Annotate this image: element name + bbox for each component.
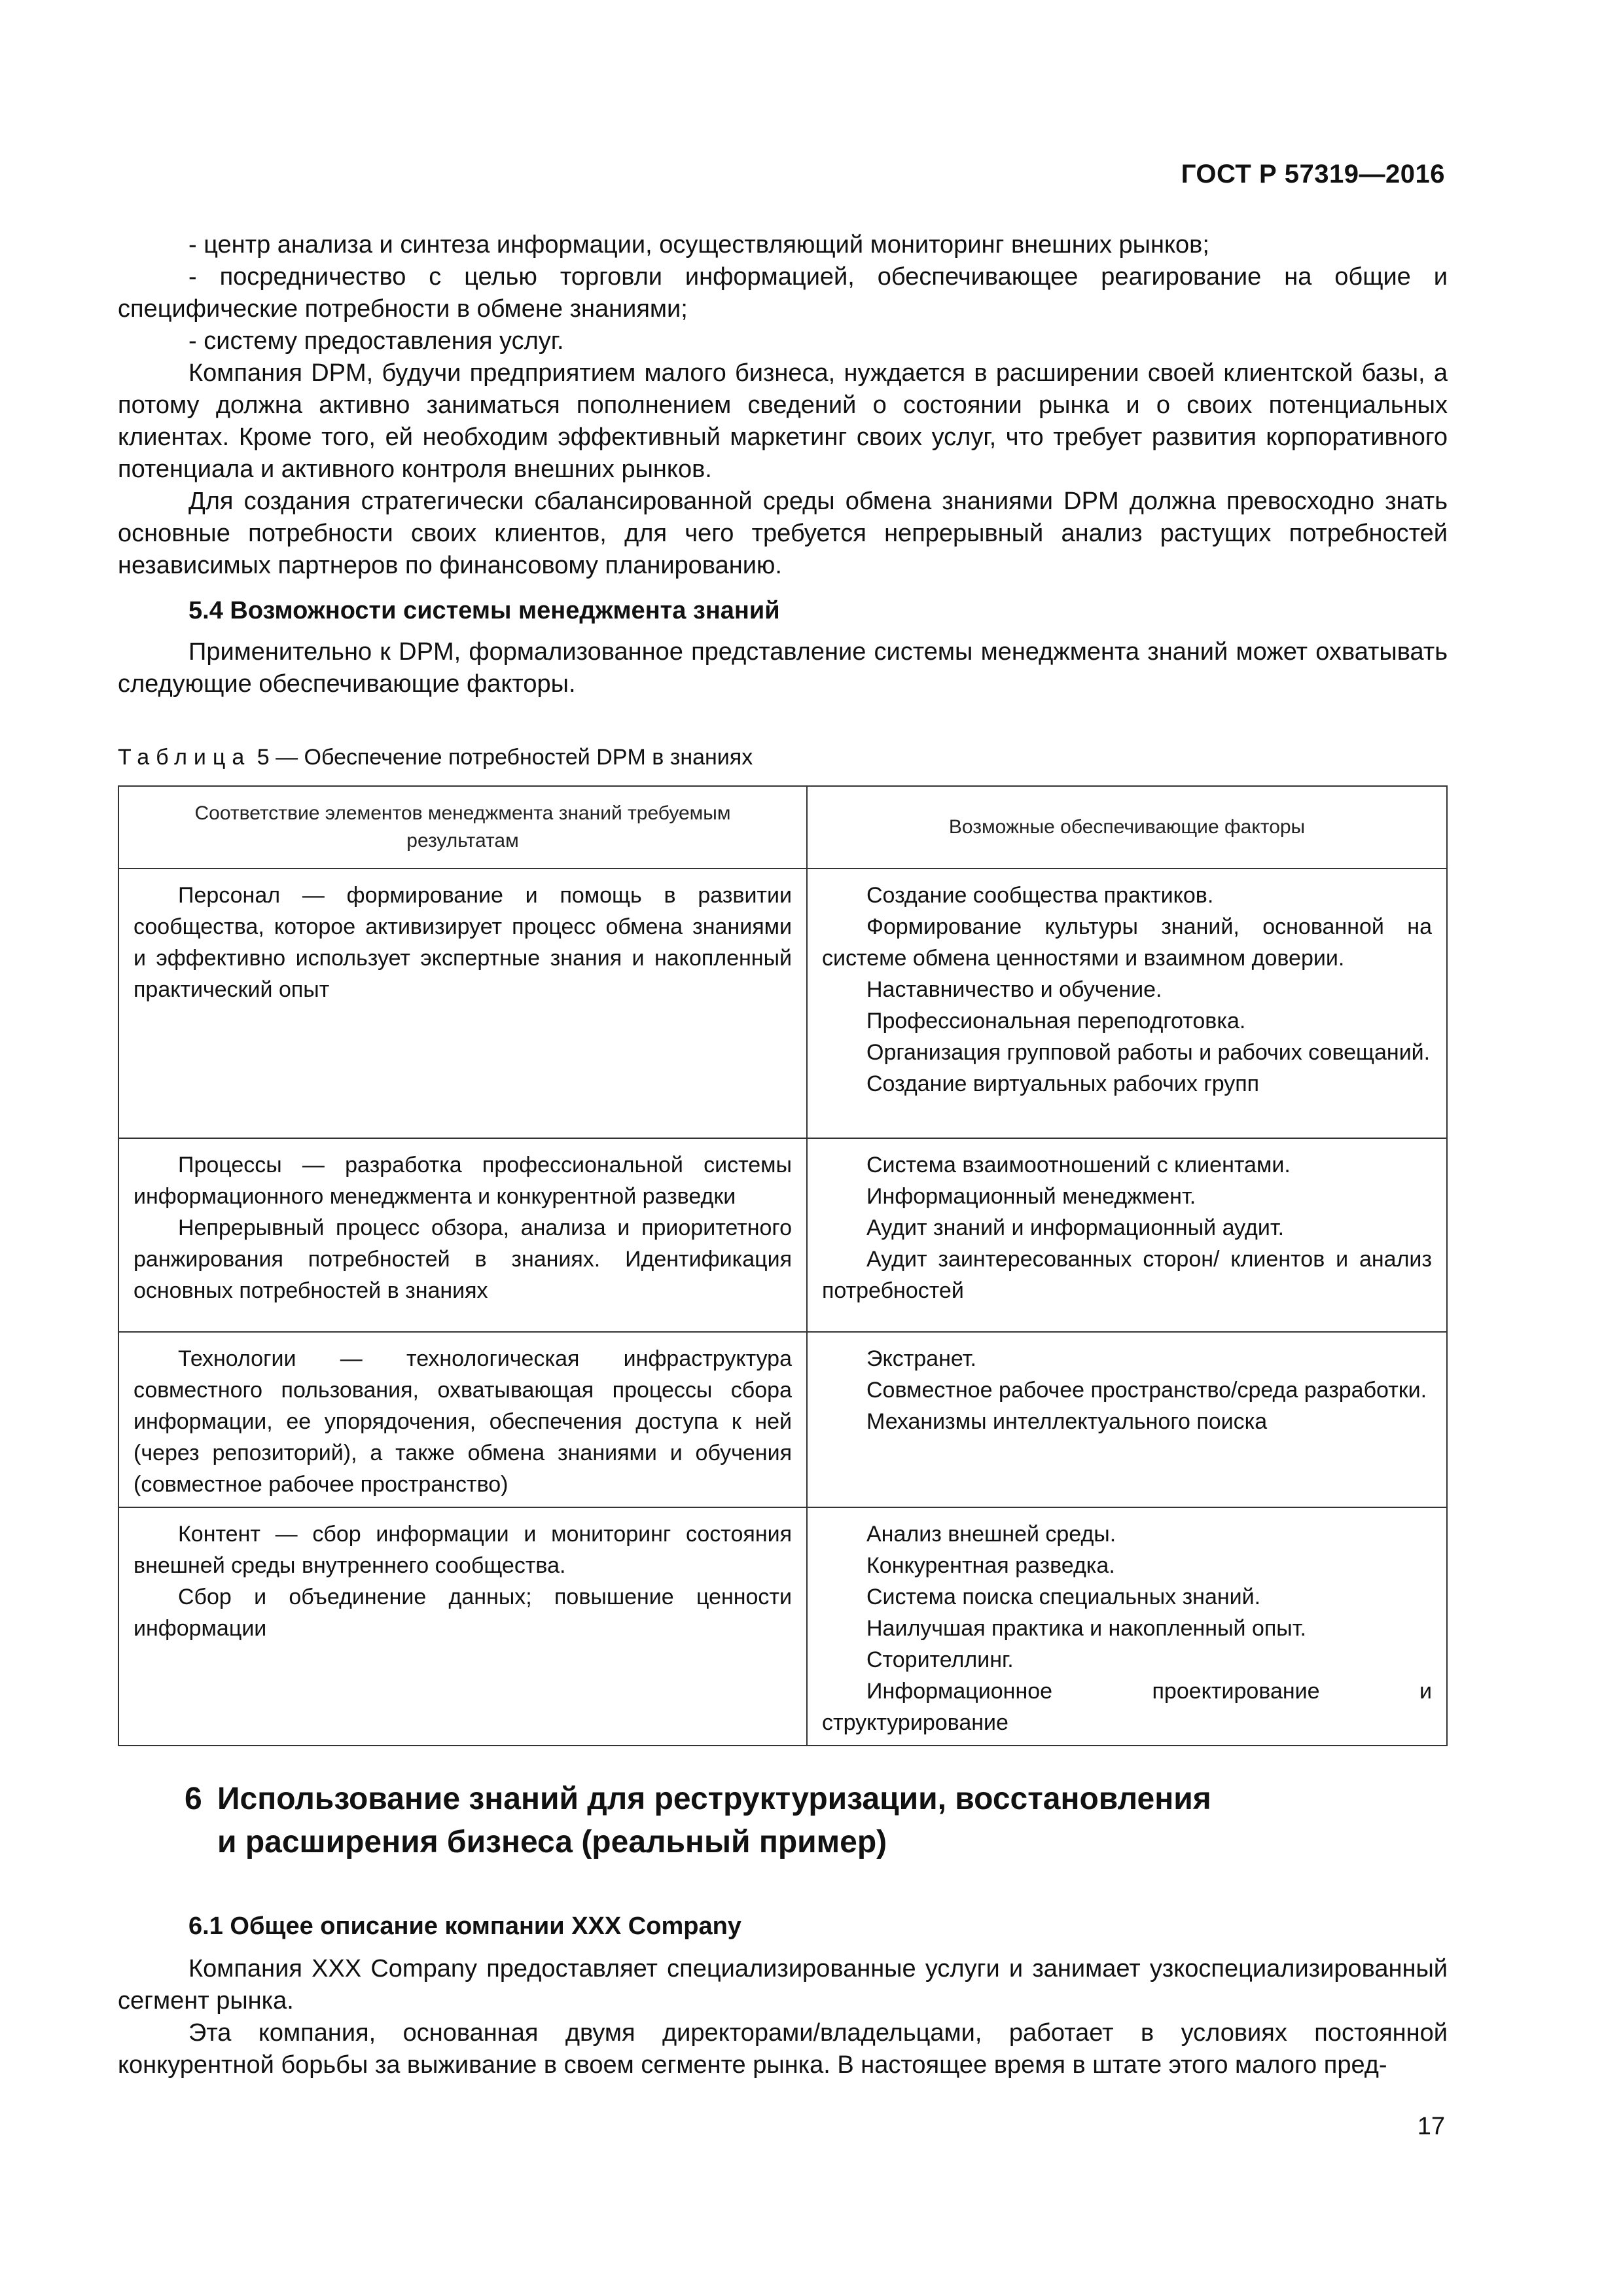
table-caption-label: Таблица <box>118 745 251 770</box>
table-cell <box>118 1507 807 1746</box>
cell-text: Непрерывный процесс обзора, анализа и приоритетного ранжирования потребностей в знаниях. Идентификация основных потребностей в знаниях <box>134 1215 792 1303</box>
chapter-number: 6 <box>185 1782 202 1816</box>
section-heading-5-4: 5.4 Возможности системы менеджмента знаний <box>188 597 780 624</box>
section-6-1-text <box>118 1953 1448 2081</box>
cell-text: Аудит знаний и информационный аудит. <box>866 1215 1285 1240</box>
table-row <box>118 1332 1447 1507</box>
column-header: Возможные обеспечивающие факторы <box>807 786 1447 869</box>
cell-text: Совместное рабочее пространство/среда разработки. <box>866 1378 1427 1403</box>
paragraph: Компания DPM, будучи предприятием малого бизнеса, нуждается в расширении своей клиентской базы, а потому должна активно заниматься пополнением сведений о состоянии рынка и о своих потенциальных клиентах. Кроме того, ей необходим эффективный маркетинг своих услуг, что требует развития корпоративного потенциала и активного контроля внешних рынков. <box>118 359 1448 483</box>
cell-text: Экстранет. <box>866 1346 976 1371</box>
cell-text: Сторителлинг. <box>866 1647 1014 1672</box>
cell-text: Персонал — формирование и помощь в развитии сообщества, которое активизирует процесс обмена знаниями и эффективно использует экспертные знания и накопленный практический опыт <box>134 883 792 1002</box>
table-cell <box>807 1507 1447 1746</box>
table-cell <box>807 869 1447 1138</box>
cell-text: Создание сообщества практиков. <box>866 883 1214 908</box>
table-caption <box>118 745 753 770</box>
cell-text: Сбор и объединение данных; повышение ценности информации <box>134 1585 792 1641</box>
paragraph: Эта компания, основанная двумя директорами/владельцами, работает в условиях постоянной конкурентной борьбы за выживание в своем сегменте рынка. В настоящее время в штате этого малого пред- <box>118 2019 1448 2079</box>
cell-text: Технологии — технологическая инфраструктура совместного пользования, охватывающая процессы сбора информации, ее упорядочения, обеспечения доступа к ней (через репозиторий), а также обмена знаниями и обучения (совместное рабочее пространство) <box>134 1346 792 1497</box>
knowledge-table <box>118 785 1448 1746</box>
table-row <box>118 1138 1447 1332</box>
standard-number: ГОСТ Р 57319—2016 <box>1181 160 1445 188</box>
table-cell <box>118 1332 807 1507</box>
cell-text: Анализ внешней среды. <box>866 1522 1116 1547</box>
table-cell <box>807 1332 1447 1507</box>
cell-text: Система поиска специальных знаний. <box>866 1585 1261 1609</box>
list-item: - систему предоставления услуг. <box>188 327 564 355</box>
cell-text: Профессиональная переподготовка. <box>866 1009 1246 1033</box>
chapter-heading-6 <box>185 1778 1211 1864</box>
list-item: - посредничество с целью торговли информацией, обеспечивающее реагирование на общие и специфические потребности в обмене знаниями; <box>118 263 1448 323</box>
cell-text: Процессы — разработка профессиональной системы информационного менеджмента и конкурентной разведки <box>134 1153 792 1209</box>
cell-text: Формирование культуры знаний, основанной на системе обмена ценностями и взаимном доверии. <box>822 914 1432 971</box>
cell-text: Наилучшая практика и накопленный опыт. <box>866 1616 1306 1641</box>
cell-text: Конкурентная разведка. <box>866 1553 1115 1578</box>
paragraph: Компания XXX Company предоставляет специализированные услуги и занимает узкоспециализированный сегмент рынка. <box>118 1955 1448 2015</box>
table-row <box>118 869 1447 1138</box>
column-header: Соответствие элементов менеджмента знаний требуемым результатам <box>118 786 807 869</box>
paragraph: Применительно к DPM, формализованное представление системы менеджмента знаний может охватывать следующие обеспечивающие факторы. <box>118 638 1448 698</box>
table-caption-title: 5 — Обеспечение потребностей DPM в знаниях <box>251 745 753 770</box>
cell-text: Информационный менеджмент. <box>866 1184 1196 1209</box>
cell-text: Контент — сбор информации и мониторинг состояния внешней среды внутреннего сообщества. <box>134 1522 792 1578</box>
chapter-title-line: и расширения бизнеса (реальный пример) <box>217 1825 887 1859</box>
intro-block <box>118 229 1448 582</box>
table-row <box>118 1507 1447 1746</box>
cell-text: Наставничество и обучение. <box>866 977 1162 1002</box>
table-header-row <box>118 786 1447 869</box>
table-cell <box>118 869 807 1138</box>
section-5-4-text <box>118 636 1448 700</box>
cell-text: Механизмы интеллектуального поиска <box>866 1409 1268 1434</box>
cell-text: Создание виртуальных рабочих групп <box>866 1071 1260 1096</box>
chapter-title-line: Использование знаний для реструктуризации, восстановления <box>217 1782 1211 1816</box>
table-cell <box>807 1138 1447 1332</box>
table-cell <box>118 1138 807 1332</box>
page-number: 17 <box>1417 2113 1445 2140</box>
section-heading-6-1: 6.1 Общее описание компании XXX Company <box>188 1912 741 1940</box>
cell-text: Аудит заинтересованных сторон/ клиентов и анализ потребностей <box>822 1247 1432 1303</box>
cell-text: Система взаимоотношений с клиентами. <box>866 1153 1291 1177</box>
cell-text: Информационное проектирование и структурирование <box>822 1679 1432 1735</box>
list-item: - центр анализа и синтеза информации, осуществляющий мониторинг внешних рынков; <box>188 231 1209 259</box>
cell-text: Организация групповой работы и рабочих совещаний. <box>866 1040 1431 1065</box>
paragraph: Для создания стратегически сбалансированной среды обмена знаниями DPM должна превосходно знать основные потребности своих клиентов, для чего требуется непрерывный анализ растущих потребностей независимых партнеров по финансовому планированию. <box>118 488 1448 579</box>
